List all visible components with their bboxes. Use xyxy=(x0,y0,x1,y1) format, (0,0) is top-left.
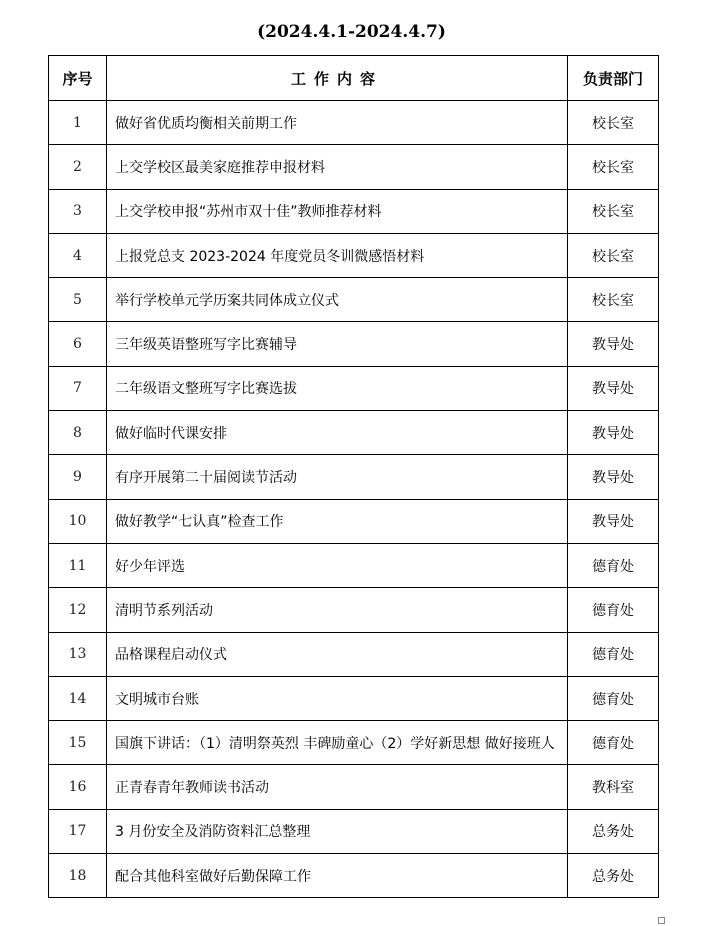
row-no: 8 xyxy=(49,411,107,455)
table-row xyxy=(49,189,659,233)
row-content: 3 月份安全及消防资料汇总整理 xyxy=(107,809,568,853)
table-row xyxy=(49,278,659,322)
row-content: 做好省优质均衡相关前期工作 xyxy=(107,101,568,145)
row-content: 配合其他科室做好后勤保障工作 xyxy=(107,854,568,898)
table-row xyxy=(49,455,659,499)
row-no: 5 xyxy=(49,278,107,322)
table-row xyxy=(49,322,659,366)
row-content: 正青春青年教师读书活动 xyxy=(107,765,568,809)
row-no: 17 xyxy=(49,809,107,853)
row-dept: 教导处 xyxy=(568,322,659,366)
row-dept: 校长室 xyxy=(568,101,659,145)
row-content: 举行学校单元学历案共同体成立仪式 xyxy=(107,278,568,322)
row-content: 上交学校区最美家庭推荐申报材料 xyxy=(107,145,568,189)
row-content: 做好教学“七认真”检查工作 xyxy=(107,499,568,543)
row-dept: 校长室 xyxy=(568,278,659,322)
table-row xyxy=(49,499,659,543)
row-no: 13 xyxy=(49,632,107,676)
row-content: 文明城市台账 xyxy=(107,676,568,720)
row-no: 7 xyxy=(49,366,107,410)
row-content: 品格课程启动仪式 xyxy=(107,632,568,676)
row-content: 上交学校申报“苏州市双十佳”教师推荐材料 xyxy=(107,189,568,233)
table-row xyxy=(49,854,659,898)
row-content: 二年级语文整班写字比赛选拔 xyxy=(107,366,568,410)
row-dept: 校长室 xyxy=(568,233,659,277)
header-no: 序号 xyxy=(49,56,107,101)
table-row xyxy=(49,101,659,145)
row-dept: 德育处 xyxy=(568,632,659,676)
row-dept: 总务处 xyxy=(568,809,659,853)
row-dept: 教导处 xyxy=(568,366,659,410)
table-row xyxy=(49,721,659,765)
table-row xyxy=(49,366,659,410)
row-dept: 德育处 xyxy=(568,543,659,587)
row-no: 10 xyxy=(49,499,107,543)
table-row xyxy=(49,233,659,277)
table-row xyxy=(49,145,659,189)
date-range-heading: (2024.4.1-2024.4.7) xyxy=(257,22,446,42)
row-no: 3 xyxy=(49,189,107,233)
row-no: 11 xyxy=(49,543,107,587)
row-content: 上报党总支 2023-2024 年度党员冬训微感悟材料 xyxy=(107,233,568,277)
table-end-marker-icon xyxy=(658,917,665,924)
row-no: 16 xyxy=(49,765,107,809)
row-no: 1 xyxy=(49,101,107,145)
table-row xyxy=(49,543,659,587)
header-content: 工作内容 xyxy=(107,56,568,101)
row-dept: 教导处 xyxy=(568,411,659,455)
row-no: 6 xyxy=(49,322,107,366)
row-no: 14 xyxy=(49,676,107,720)
table-row xyxy=(49,676,659,720)
row-no: 15 xyxy=(49,721,107,765)
table-row xyxy=(49,809,659,853)
header-dept: 负责部门 xyxy=(568,56,659,101)
row-no: 4 xyxy=(49,233,107,277)
row-no: 18 xyxy=(49,854,107,898)
row-content: 三年级英语整班写字比赛辅导 xyxy=(107,322,568,366)
table-row xyxy=(49,411,659,455)
row-no: 12 xyxy=(49,588,107,632)
row-dept: 校长室 xyxy=(568,145,659,189)
row-dept: 德育处 xyxy=(568,676,659,720)
row-dept: 总务处 xyxy=(568,854,659,898)
table-row xyxy=(49,765,659,809)
table-header-row xyxy=(49,56,659,101)
row-dept: 德育处 xyxy=(568,721,659,765)
row-content: 好少年评选 xyxy=(107,543,568,587)
row-no: 9 xyxy=(49,455,107,499)
row-dept: 教导处 xyxy=(568,455,659,499)
row-content: 做好临时代课安排 xyxy=(107,411,568,455)
row-content: 有序开展第二十届阅读节活动 xyxy=(107,455,568,499)
row-no: 2 xyxy=(49,145,107,189)
row-dept: 校长室 xyxy=(568,189,659,233)
table-row xyxy=(49,588,659,632)
row-content: 国旗下讲话：（1）清明祭英烈 丰碑励童心（2）学好新思想 做好接班人 xyxy=(107,721,568,765)
weekly-work-table xyxy=(48,55,659,898)
row-dept: 教导处 xyxy=(568,499,659,543)
row-dept: 教科室 xyxy=(568,765,659,809)
row-dept: 德育处 xyxy=(568,588,659,632)
table-body xyxy=(49,101,659,898)
row-content: 清明节系列活动 xyxy=(107,588,568,632)
table-row xyxy=(49,632,659,676)
